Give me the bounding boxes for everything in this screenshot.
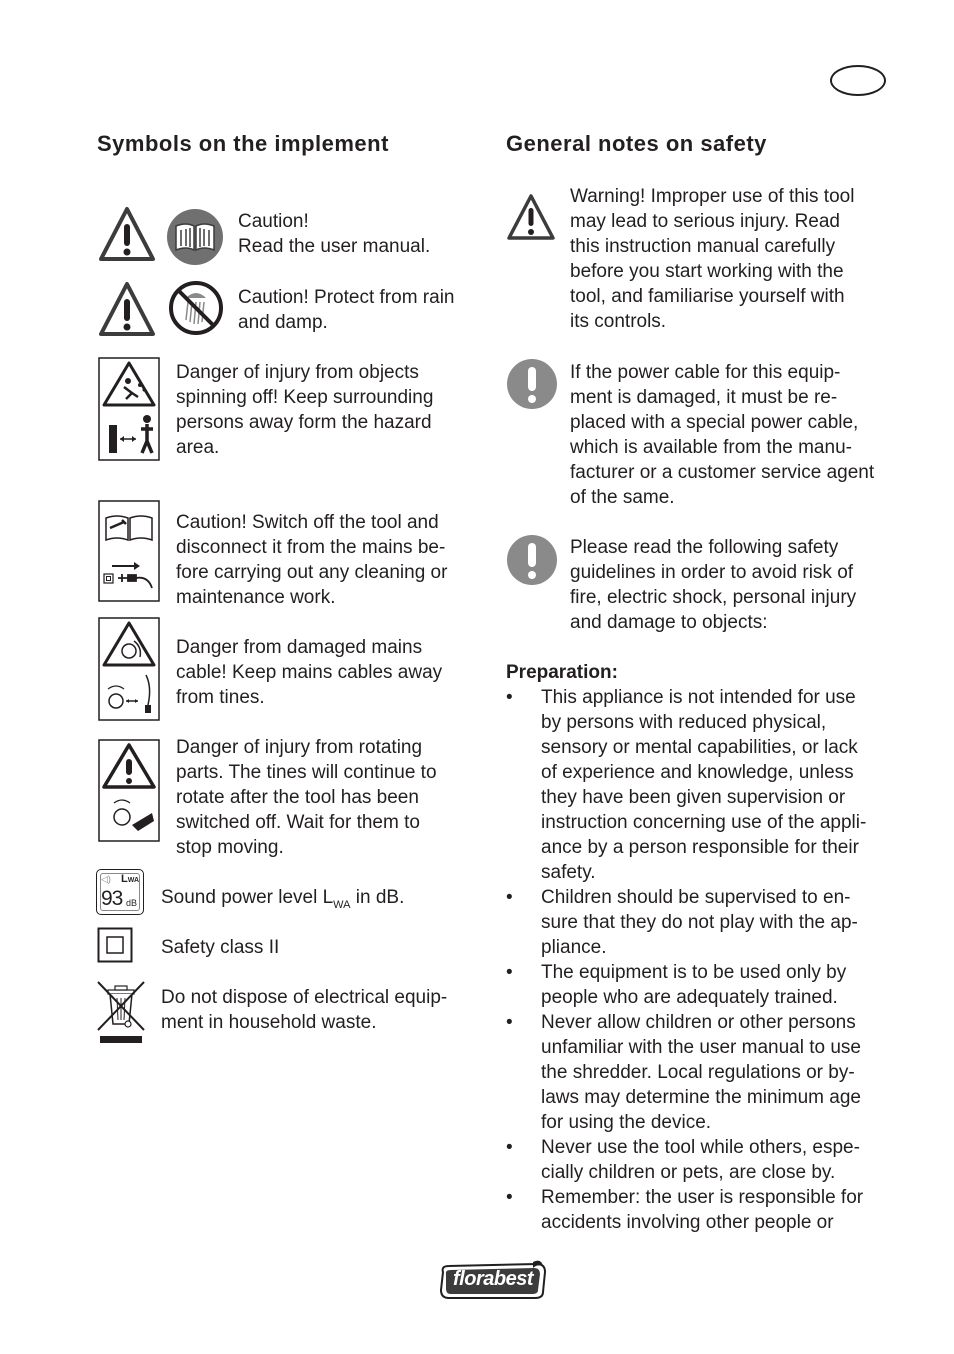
symbol-sound-power-text: Sound power level $L_{WA}$ in dB. bbox=[161, 887, 405, 911]
list-item: • Remember: the user is responsible for accidents involving other people or bbox=[506, 1187, 864, 1233]
unplug-before-maintenance-icon bbox=[98, 500, 160, 602]
list-item: • Children should be supervised to en- sure that they do not play with the ap- pliance. bbox=[506, 887, 858, 958]
warning-triangle-icon bbox=[506, 193, 556, 241]
symbols-heading: Symbols on the implement bbox=[97, 131, 389, 156]
sound-icon-label: LWA bbox=[121, 873, 140, 885]
symbol-weee-text: Do not dispose of electrical equip- ment in household waste. bbox=[161, 987, 448, 1033]
list-item: • This appliance is not intended for use by persons with reduced physical, sensory or mental capabilities, or lack of experience and knowledge, unless they have been given supervision or instruction concerning use of the appli- ance by a person responsible for their safety. bbox=[506, 687, 867, 883]
crossed-out-bin-icon bbox=[95, 978, 147, 1046]
brand-logo bbox=[437, 1260, 549, 1302]
brand-logo-text: florabest bbox=[453, 1268, 533, 1290]
list-item: • The equipment is to be used only by people who are adequately trained. bbox=[506, 962, 847, 1008]
list-item: • Never allow children or other persons unfamiliar with the user manual to use the shredder. Local regulations or by- laws may determine the minimum age for using the device. bbox=[506, 1012, 861, 1133]
symbol-read-manual-text: Caution! Read the user manual. bbox=[238, 211, 431, 257]
safety-heading: General notes on safety bbox=[506, 131, 767, 156]
warning-triangle-icon bbox=[98, 206, 156, 262]
rotating-parts-icon bbox=[98, 739, 160, 842]
safety-note-cable-text: If the power cable for this equip- ment is damaged, it must be re- placed with a special power cable, which is available from the manu- facturer or a customer service agent of the same. bbox=[570, 362, 875, 508]
preparation-list bbox=[506, 685, 906, 1235]
no-rain-icon bbox=[168, 280, 224, 336]
safety-note-guidelines-text: Please read the following safety guidelines in order to avoid risk of fire, electric shock, personal injury and damage to objects: bbox=[570, 537, 857, 633]
damaged-cable-icon bbox=[98, 617, 160, 721]
language-indicator bbox=[830, 65, 886, 96]
symbol-damaged-cable-text: Danger from damaged mains cable! Keep mains cables away from tines. bbox=[176, 637, 443, 708]
objects-spinning-off-icon bbox=[98, 357, 160, 461]
preparation-heading: Preparation: bbox=[506, 662, 618, 683]
symbol-switch-off-text: Caution! Switch off the tool and disconnect it from the mains be- fore carrying out any cleaning or maintenance work. bbox=[176, 512, 448, 608]
safety-note-warning-text: Warning! Improper use of this tool may lead to serious injury. Read this instruction manual carefully before you start working with the tool, and familiarise yourself with its controls. bbox=[570, 186, 855, 332]
exclamation-circle-icon bbox=[506, 358, 558, 410]
warning-triangle-icon bbox=[98, 281, 156, 337]
read-manual-icon bbox=[166, 208, 224, 266]
sound-icon-unit: dB bbox=[126, 898, 138, 908]
symbol-spinning-objects-text: Danger of injury from objects spinning off! Keep surrounding persons away form the hazard area. bbox=[176, 362, 434, 458]
sound-icon-value: 93 bbox=[101, 887, 123, 910]
symbol-rotating-parts-text: Danger of injury from rotating parts. The tines will continue to rotate after the tool has been switched off. Wait for them to stop moving. bbox=[176, 737, 437, 858]
symbol-protect-rain-text: Caution! Protect from rain and damp. bbox=[238, 287, 455, 333]
sound-power-level-icon bbox=[96, 869, 144, 915]
list-item: • Never use the tool while others, espe- cially children or pets, are close by. bbox=[506, 1137, 860, 1183]
symbol-safety-class-text: Safety class II bbox=[161, 937, 280, 958]
speaker-icon: ◁) bbox=[101, 874, 111, 884]
safety-class-ii-icon bbox=[97, 927, 133, 963]
exclamation-circle-icon bbox=[506, 534, 558, 586]
